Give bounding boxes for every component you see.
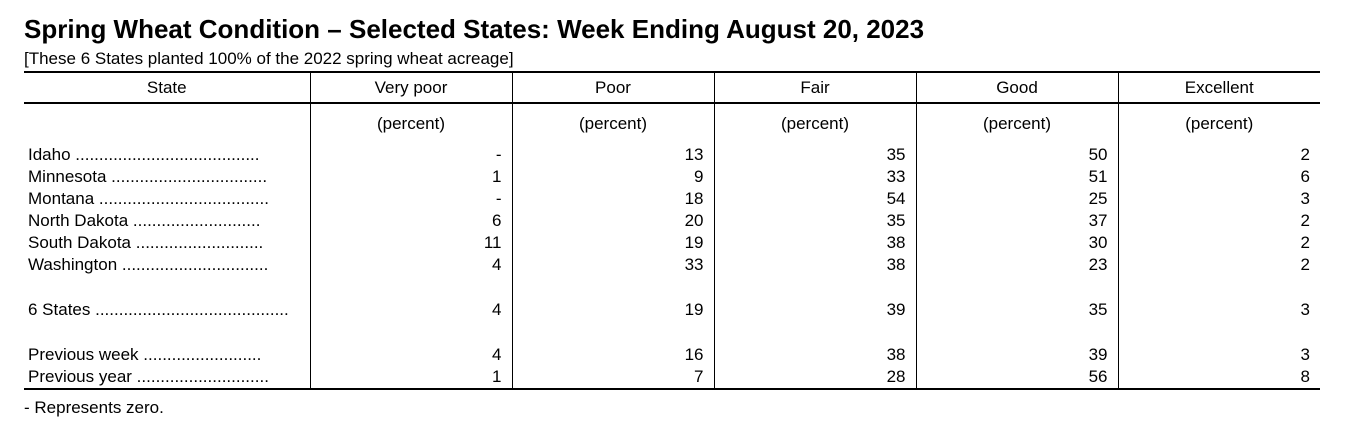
cell-excellent: 3 (1118, 344, 1320, 366)
previous-year-row (24, 366, 1320, 389)
state-name: Montana .................................... (28, 189, 269, 208)
cell-very-poor: 4 (310, 299, 512, 321)
state-name: Minnesota ................................. (28, 167, 268, 186)
table-row (24, 254, 1320, 276)
cell-fair: 54 (714, 188, 916, 210)
cell-fair: 38 (714, 344, 916, 366)
state-name: South Dakota ........................... (28, 233, 264, 252)
cell-excellent: 2 (1118, 210, 1320, 232)
cell-good: 25 (916, 188, 1118, 210)
footnote: - Represents zero. (24, 398, 164, 417)
page-subtitle: [These 6 States planted 100% of the 2022 spring wheat acreage] (24, 49, 514, 68)
cell-good: 56 (916, 366, 1118, 389)
units-cell: (percent) (916, 103, 1118, 144)
cell-fair: 35 (714, 144, 916, 166)
cell-good: 51 (916, 166, 1118, 188)
cell-good: 35 (916, 299, 1118, 321)
spacer-row (24, 276, 1320, 299)
cell-poor: 7 (512, 366, 714, 389)
column-header-very-poor: Very poor (310, 72, 512, 103)
spacer-row (24, 321, 1320, 344)
units-cell (24, 103, 310, 144)
previous-week-row (24, 344, 1320, 366)
cell-poor: 19 (512, 232, 714, 254)
total-row (24, 299, 1320, 321)
cell-excellent: 3 (1118, 188, 1320, 210)
cell-fair: 38 (714, 254, 916, 276)
cell-good: 50 (916, 144, 1118, 166)
cell-fair: 38 (714, 232, 916, 254)
cell-poor: 33 (512, 254, 714, 276)
cell-excellent: 2 (1118, 144, 1320, 166)
cell-poor: 16 (512, 344, 714, 366)
cell-very-poor: - (310, 188, 512, 210)
state-name: Washington ............................... (28, 255, 269, 274)
state-name: Previous year ............................ (24, 366, 310, 389)
table-row (24, 232, 1320, 254)
cell-poor: 18 (512, 188, 714, 210)
cell-very-poor: 11 (310, 232, 512, 254)
table-row (24, 188, 1320, 210)
column-header-state: State (24, 72, 310, 103)
units-cell: (percent) (512, 103, 714, 144)
column-header-good: Good (916, 72, 1118, 103)
cell-fair: 35 (714, 210, 916, 232)
units-cell: (percent) (1118, 103, 1320, 144)
state-name: North Dakota ........................... (28, 211, 261, 230)
units-cell: (percent) (310, 103, 512, 144)
units-row (24, 103, 1320, 144)
condition-table-container (24, 71, 1320, 390)
cell-very-poor: 4 (310, 344, 512, 366)
cell-fair: 39 (714, 299, 916, 321)
cell-excellent: 6 (1118, 166, 1320, 188)
table-row (24, 210, 1320, 232)
units-cell: (percent) (714, 103, 916, 144)
cell-poor: 19 (512, 299, 714, 321)
cell-poor: 20 (512, 210, 714, 232)
cell-very-poor: 4 (310, 254, 512, 276)
page-title: Spring Wheat Condition – Selected States: Week Ending August 20, 2023 (24, 14, 925, 44)
cell-excellent: 2 (1118, 254, 1320, 276)
cell-poor: 13 (512, 144, 714, 166)
cell-very-poor: 1 (310, 166, 512, 188)
cell-poor: 9 (512, 166, 714, 188)
state-name: Idaho ....................................... (28, 145, 260, 164)
cell-good: 37 (916, 210, 1118, 232)
column-header-poor: Poor (512, 72, 714, 103)
condition-table (24, 71, 1320, 390)
cell-very-poor: 1 (310, 366, 512, 389)
state-name: Previous week ......................... (28, 345, 262, 364)
cell-fair: 33 (714, 166, 916, 188)
cell-fair: 28 (714, 366, 916, 389)
table-row (24, 144, 1320, 166)
table-row (24, 166, 1320, 188)
table-header-row (24, 72, 1320, 103)
cell-very-poor: - (310, 144, 512, 166)
cell-very-poor: 6 (310, 210, 512, 232)
cell-good: 30 (916, 232, 1118, 254)
column-header-excellent: Excellent (1118, 72, 1320, 103)
cell-good: 23 (916, 254, 1118, 276)
cell-excellent: 2 (1118, 232, 1320, 254)
cell-good: 39 (916, 344, 1118, 366)
state-name: 6 States ......................................... (28, 300, 289, 319)
cell-excellent: 8 (1118, 366, 1320, 389)
cell-excellent: 3 (1118, 299, 1320, 321)
column-header-fair: Fair (714, 72, 916, 103)
